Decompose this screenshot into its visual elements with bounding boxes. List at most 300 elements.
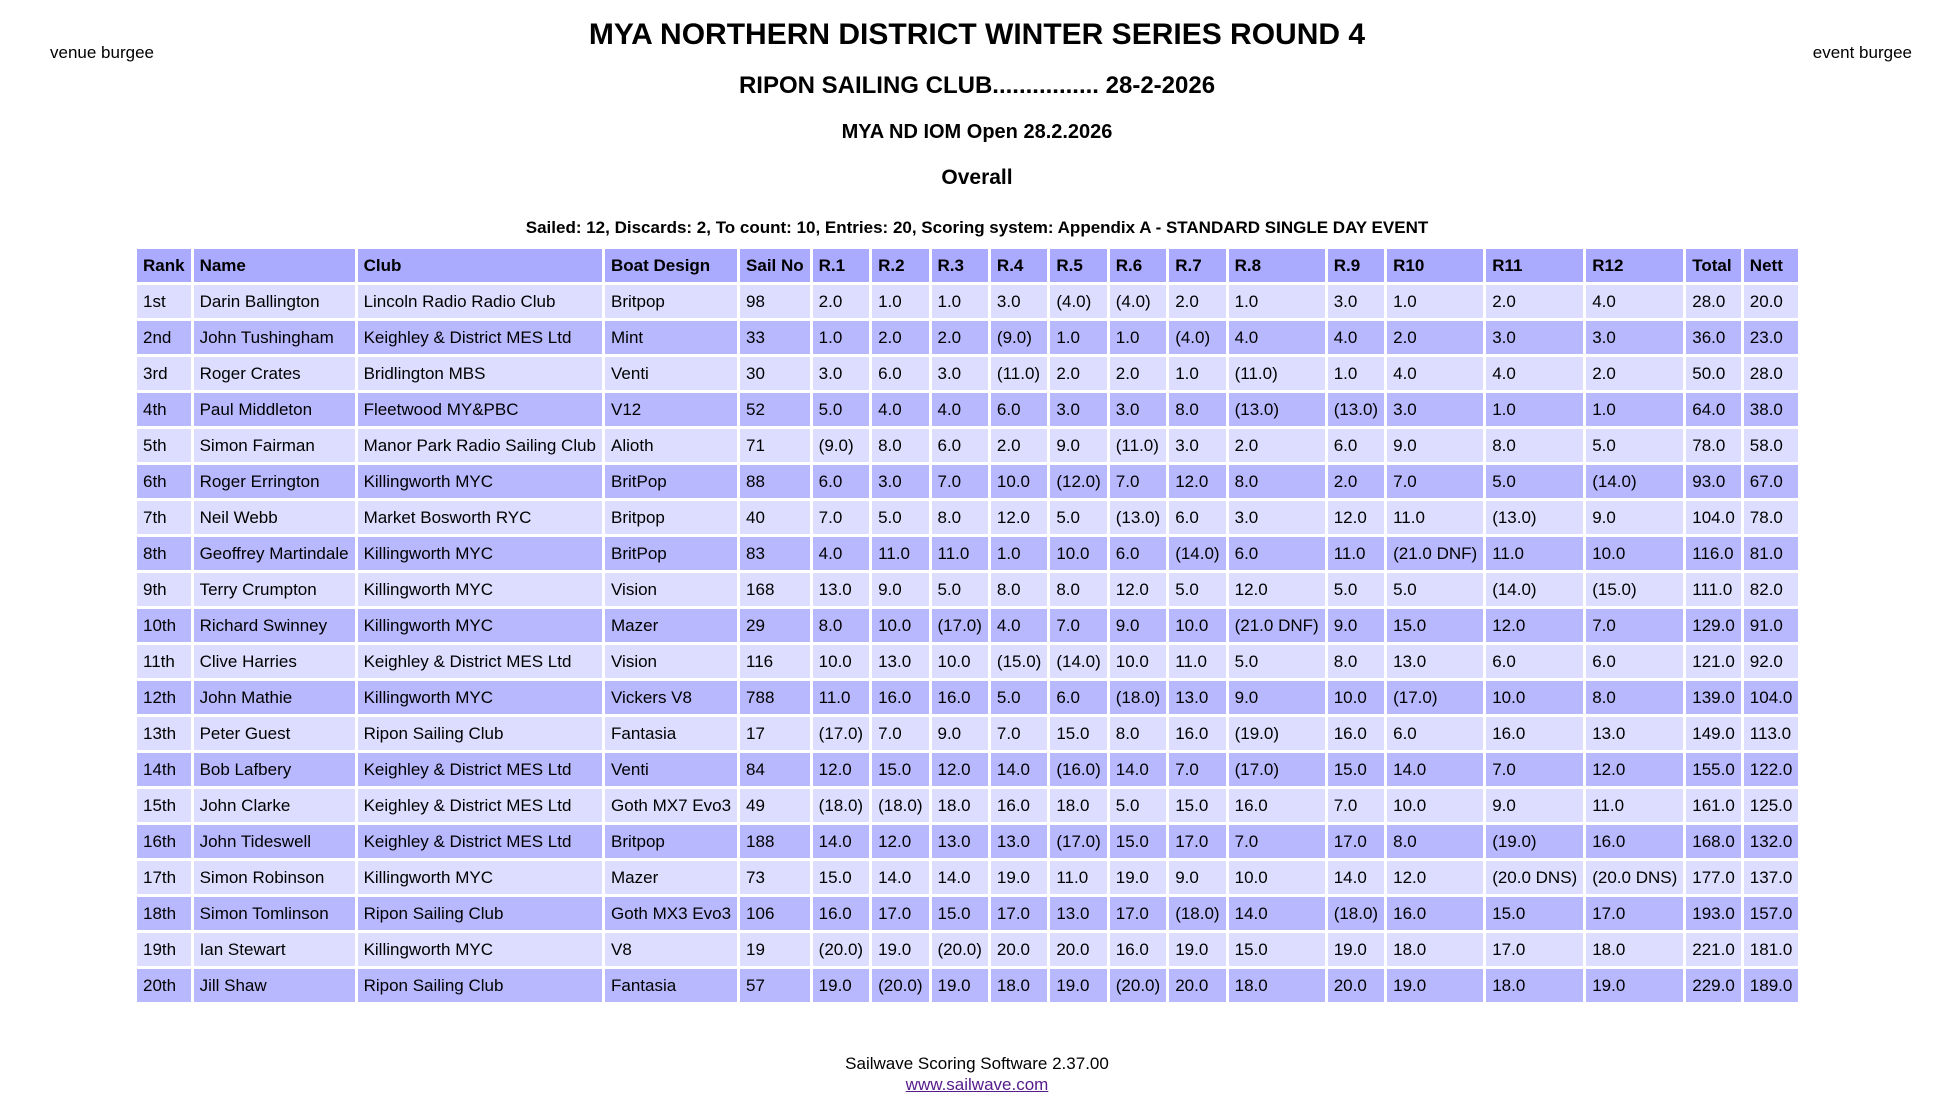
table-cell: 82.0 [1744, 573, 1799, 606]
table-cell: 2.0 [1229, 429, 1325, 462]
table-cell: Vickers V8 [605, 681, 737, 714]
table-cell: 71 [740, 429, 810, 462]
table-cell: 7.0 [872, 717, 928, 750]
table-cell: 78.0 [1744, 501, 1799, 534]
table-cell: 17th [137, 861, 191, 894]
table-cell: Clive Harries [194, 645, 355, 678]
table-row [137, 897, 1798, 930]
table-cell: (11.0) [1229, 357, 1325, 390]
table-cell: 18.0 [932, 789, 988, 822]
table-cell: Vision [605, 573, 737, 606]
table-cell: 73 [740, 861, 810, 894]
table-cell: 58.0 [1744, 429, 1799, 462]
table-cell: 181.0 [1744, 933, 1799, 966]
table-cell: Manor Park Radio Sailing Club [358, 429, 602, 462]
column-header: Sail No [740, 249, 810, 282]
table-cell: 6.0 [872, 357, 928, 390]
table-cell: 8.0 [1328, 645, 1384, 678]
table-cell: 20.0 [1744, 285, 1799, 318]
table-cell: 18th [137, 897, 191, 930]
table-row [137, 429, 1798, 462]
table-cell: (21.0 DNF) [1229, 609, 1325, 642]
table-row [137, 501, 1798, 534]
table-cell: 5.0 [813, 393, 869, 426]
table-cell: 3.0 [932, 357, 988, 390]
table-cell: Fantasia [605, 717, 737, 750]
table-cell: (12.0) [1050, 465, 1106, 498]
table-cell: 2.0 [1328, 465, 1384, 498]
table-cell: 7.0 [991, 717, 1047, 750]
table-cell: 5.0 [1169, 573, 1225, 606]
table-cell: 7.0 [1050, 609, 1106, 642]
table-cell: (20.0 DNS) [1586, 861, 1683, 894]
table-cell: 13.0 [872, 645, 928, 678]
table-cell: Market Bosworth RYC [358, 501, 602, 534]
table-cell: 3.0 [1050, 393, 1106, 426]
table-cell: 11.0 [1486, 537, 1583, 570]
table-cell: (21.0 DNF) [1387, 537, 1483, 570]
table-cell: (11.0) [991, 357, 1047, 390]
table-row [137, 717, 1798, 750]
table-cell: 13.0 [1169, 681, 1225, 714]
table-cell: V8 [605, 933, 737, 966]
column-header: R12 [1586, 249, 1683, 282]
table-cell: 13th [137, 717, 191, 750]
table-cell: 104.0 [1686, 501, 1741, 534]
table-cell: 67.0 [1744, 465, 1799, 498]
table-cell: 9.0 [1586, 501, 1683, 534]
table-cell: Britpop [605, 501, 737, 534]
table-cell: (14.0) [1486, 573, 1583, 606]
table-cell: 2nd [137, 321, 191, 354]
table-cell: 15.0 [1229, 933, 1325, 966]
table-cell: 8.0 [813, 609, 869, 642]
table-cell: 3.0 [1486, 321, 1583, 354]
table-cell: 9.0 [872, 573, 928, 606]
table-cell: 14.0 [932, 861, 988, 894]
table-cell: (18.0) [1169, 897, 1225, 930]
table-cell: 19.0 [1387, 969, 1483, 1002]
table-cell: 19.0 [1586, 969, 1683, 1002]
table-cell: 15.0 [1050, 717, 1106, 750]
table-cell: 12.0 [1229, 573, 1325, 606]
table-cell: 7.0 [1586, 609, 1683, 642]
table-cell: 11.0 [932, 537, 988, 570]
table-cell: 1.0 [1387, 285, 1483, 318]
table-cell: 57 [740, 969, 810, 1002]
table-cell: 18.0 [1229, 969, 1325, 1002]
table-cell: Simon Fairman [194, 429, 355, 462]
table-cell: 17.0 [1586, 897, 1683, 930]
table-cell: 6.0 [1050, 681, 1106, 714]
table-cell: 11.0 [813, 681, 869, 714]
table-row [137, 933, 1798, 966]
table-cell: Alioth [605, 429, 737, 462]
column-header: Club [358, 249, 602, 282]
table-cell: 11th [137, 645, 191, 678]
table-cell: 20.0 [1328, 969, 1384, 1002]
table-cell: (9.0) [813, 429, 869, 462]
table-cell: 19.0 [991, 861, 1047, 894]
table-cell: V12 [605, 393, 737, 426]
table-cell: 104.0 [1744, 681, 1799, 714]
venue-burgee: venue burgee [50, 43, 154, 62]
table-cell: 15th [137, 789, 191, 822]
table-cell: 193.0 [1686, 897, 1741, 930]
table-cell: 19.0 [872, 933, 928, 966]
table-cell: 10.0 [1586, 537, 1683, 570]
table-cell: BritPop [605, 465, 737, 498]
table-cell: 1.0 [1486, 393, 1583, 426]
table-cell: 81.0 [1744, 537, 1799, 570]
table-cell: Ian Stewart [194, 933, 355, 966]
table-cell: 3.0 [872, 465, 928, 498]
table-cell: 15.0 [1110, 825, 1166, 858]
table-cell: (17.0) [1387, 681, 1483, 714]
table-cell: (14.0) [1169, 537, 1225, 570]
sailwave-link[interactable]: www.sailwave.com [905, 1075, 1049, 1094]
table-cell: 20.0 [991, 933, 1047, 966]
table-cell: 38.0 [1744, 393, 1799, 426]
table-cell: 10.0 [872, 609, 928, 642]
table-cell: 19.0 [813, 969, 869, 1002]
table-cell: 8.0 [1169, 393, 1225, 426]
table-cell: 177.0 [1686, 861, 1741, 894]
table-cell: 7.0 [1169, 753, 1225, 786]
table-cell: 14.0 [1328, 861, 1384, 894]
table-cell: 188 [740, 825, 810, 858]
table-cell: 5.0 [1050, 501, 1106, 534]
table-cell: 3.0 [1169, 429, 1225, 462]
table-cell: 7.0 [1486, 753, 1583, 786]
section-heading: Overall [941, 166, 1013, 189]
table-cell: 137.0 [1744, 861, 1799, 894]
table-cell: 113.0 [1744, 717, 1799, 750]
table-cell: 10.0 [1486, 681, 1583, 714]
table-cell: 14.0 [1387, 753, 1483, 786]
table-cell: 11.0 [1169, 645, 1225, 678]
column-header: R.7 [1169, 249, 1225, 282]
results-body [137, 285, 1798, 1002]
table-cell: 14.0 [872, 861, 928, 894]
table-cell: 1.0 [1229, 285, 1325, 318]
table-cell: (13.0) [1486, 501, 1583, 534]
table-cell: 229.0 [1686, 969, 1741, 1002]
table-cell: John Tushingham [194, 321, 355, 354]
table-row [137, 285, 1798, 318]
table-cell: Killingworth MYC [358, 681, 602, 714]
table-cell: 3.0 [1387, 393, 1483, 426]
table-cell: (17.0) [1050, 825, 1106, 858]
table-cell: 17.0 [1110, 897, 1166, 930]
table-cell: 8.0 [1110, 717, 1166, 750]
table-cell: 64.0 [1686, 393, 1741, 426]
table-cell: 98 [740, 285, 810, 318]
table-cell: 6th [137, 465, 191, 498]
table-cell: 13.0 [813, 573, 869, 606]
table-cell: 129.0 [1686, 609, 1741, 642]
table-cell: Roger Errington [194, 465, 355, 498]
table-cell: 4th [137, 393, 191, 426]
table-cell: 5.0 [1110, 789, 1166, 822]
table-cell: 10th [137, 609, 191, 642]
table-cell: 17.0 [991, 897, 1047, 930]
table-cell: 4.0 [991, 609, 1047, 642]
table-cell: Darin Ballington [194, 285, 355, 318]
table-cell: 11.0 [1387, 501, 1483, 534]
table-cell: 16.0 [813, 897, 869, 930]
table-cell: Killingworth MYC [358, 537, 602, 570]
table-cell: 16.0 [1387, 897, 1483, 930]
column-header: R11 [1486, 249, 1583, 282]
table-cell: 2.0 [1586, 357, 1683, 390]
table-cell: (17.0) [813, 717, 869, 750]
table-cell: 19 [740, 933, 810, 966]
table-row [137, 969, 1798, 1002]
table-cell: 9.0 [1110, 609, 1166, 642]
table-cell: 10.0 [813, 645, 869, 678]
table-cell: 125.0 [1744, 789, 1799, 822]
column-header: Nett [1744, 249, 1799, 282]
table-cell: 15.0 [813, 861, 869, 894]
table-cell: 4.0 [1387, 357, 1483, 390]
table-cell: 6.0 [1169, 501, 1225, 534]
table-cell: 5.0 [991, 681, 1047, 714]
table-cell: 16.0 [1586, 825, 1683, 858]
table-cell: 12.0 [991, 501, 1047, 534]
table-cell: 132.0 [1744, 825, 1799, 858]
table-cell: Killingworth MYC [358, 861, 602, 894]
table-cell: 3.0 [1328, 285, 1384, 318]
page-title: MYA NORTHERN DISTRICT WINTER SERIES ROUND 4 [588, 18, 1366, 51]
table-cell: 7.0 [932, 465, 988, 498]
table-cell: 1.0 [1586, 393, 1683, 426]
table-cell: Mazer [605, 861, 737, 894]
table-cell: 3.0 [1229, 501, 1325, 534]
table-cell: John Tideswell [194, 825, 355, 858]
event-burgee: event burgee [1812, 43, 1912, 62]
table-cell: Britpop [605, 825, 737, 858]
table-cell: 10.0 [1328, 681, 1384, 714]
table-cell: (15.0) [1586, 573, 1683, 606]
table-cell: 116 [740, 645, 810, 678]
table-cell: 1.0 [813, 321, 869, 354]
table-cell: Vision [605, 645, 737, 678]
table-cell: 9.0 [1387, 429, 1483, 462]
table-cell: 6.0 [813, 465, 869, 498]
table-cell: 52 [740, 393, 810, 426]
table-cell: 15.0 [932, 897, 988, 930]
table-cell: 4.0 [1486, 357, 1583, 390]
table-cell: 5.0 [872, 501, 928, 534]
column-header: R.6 [1110, 249, 1166, 282]
table-cell: 155.0 [1686, 753, 1741, 786]
table-cell: 19.0 [1110, 861, 1166, 894]
table-cell: 5.0 [1486, 465, 1583, 498]
table-cell: 3.0 [991, 285, 1047, 318]
table-cell: (20.0) [1110, 969, 1166, 1002]
table-row [137, 681, 1798, 714]
table-cell: 19th [137, 933, 191, 966]
table-row [137, 393, 1798, 426]
table-cell: 10.0 [1387, 789, 1483, 822]
column-header: R.2 [872, 249, 928, 282]
table-row [137, 753, 1798, 786]
table-cell: (18.0) [813, 789, 869, 822]
table-cell: 84 [740, 753, 810, 786]
table-cell: 9th [137, 573, 191, 606]
table-cell: 8.0 [991, 573, 1047, 606]
table-cell: 10.0 [1110, 645, 1166, 678]
table-cell: 83 [740, 537, 810, 570]
column-header: R.4 [991, 249, 1047, 282]
table-cell: Richard Swinney [194, 609, 355, 642]
table-cell: 5.0 [1387, 573, 1483, 606]
table-cell: 6.0 [932, 429, 988, 462]
table-cell: (17.0) [1229, 753, 1325, 786]
table-cell: 3rd [137, 357, 191, 390]
table-cell: 19.0 [932, 969, 988, 1002]
column-header: Boat Design [605, 249, 737, 282]
table-cell: 8.0 [1229, 465, 1325, 498]
table-cell: (18.0) [1328, 897, 1384, 930]
table-cell: 106 [740, 897, 810, 930]
table-cell: 13.0 [1050, 897, 1106, 930]
table-cell: 221.0 [1686, 933, 1741, 966]
table-cell: 157.0 [1744, 897, 1799, 930]
table-cell: 7.0 [1387, 465, 1483, 498]
table-cell: (17.0) [932, 609, 988, 642]
table-cell: Fantasia [605, 969, 737, 1002]
table-cell: 16.0 [991, 789, 1047, 822]
table-cell: 2.0 [1169, 285, 1225, 318]
table-cell: 16.0 [1229, 789, 1325, 822]
table-cell: Lincoln Radio Radio Club [358, 285, 602, 318]
table-cell: Ripon Sailing Club [358, 897, 602, 930]
table-cell: (20.0) [813, 933, 869, 966]
table-cell: (19.0) [1229, 717, 1325, 750]
table-cell: (20.0 DNS) [1486, 861, 1583, 894]
table-cell: 9.0 [1328, 609, 1384, 642]
table-cell: 7.0 [1110, 465, 1166, 498]
table-cell: 1st [137, 285, 191, 318]
table-cell: 10.0 [1169, 609, 1225, 642]
table-cell: (16.0) [1050, 753, 1106, 786]
table-cell: (19.0) [1486, 825, 1583, 858]
table-cell: 16.0 [1328, 717, 1384, 750]
table-cell: 14.0 [813, 825, 869, 858]
table-cell: BritPop [605, 537, 737, 570]
table-cell: 12.0 [1387, 861, 1483, 894]
table-cell: 10.0 [932, 645, 988, 678]
table-cell: Goth MX7 Evo3 [605, 789, 737, 822]
table-cell: 6.0 [1110, 537, 1166, 570]
table-cell: 8.0 [1586, 681, 1683, 714]
table-cell: 10.0 [991, 465, 1047, 498]
table-cell: 23.0 [1744, 321, 1799, 354]
table-row [137, 573, 1798, 606]
table-cell: Terry Crumpton [194, 573, 355, 606]
table-cell: 15.0 [1328, 753, 1384, 786]
table-cell: (11.0) [1110, 429, 1166, 462]
table-cell: 5.0 [1328, 573, 1384, 606]
table-cell: 1.0 [991, 537, 1047, 570]
table-cell: 12.0 [1328, 501, 1384, 534]
table-cell: 18.0 [991, 969, 1047, 1002]
table-cell: 36.0 [1686, 321, 1741, 354]
table-cell: 7.0 [1328, 789, 1384, 822]
table-cell: 20.0 [1169, 969, 1225, 1002]
table-cell: Killingworth MYC [358, 609, 602, 642]
table-cell: (4.0) [1050, 285, 1106, 318]
table-cell: Killingworth MYC [358, 933, 602, 966]
table-cell: 20th [137, 969, 191, 1002]
table-cell: 12.0 [1110, 573, 1166, 606]
table-cell: 88 [740, 465, 810, 498]
table-cell: 15.0 [1387, 609, 1483, 642]
table-cell: 6.0 [1328, 429, 1384, 462]
table-cell: 92.0 [1744, 645, 1799, 678]
table-cell: Geoffrey Martindale [194, 537, 355, 570]
table-row [137, 321, 1798, 354]
table-cell: Keighley & District MES Ltd [358, 753, 602, 786]
table-cell: 18.0 [1050, 789, 1106, 822]
table-cell: 15.0 [872, 753, 928, 786]
table-cell: 4.0 [1229, 321, 1325, 354]
table-cell: Killingworth MYC [358, 573, 602, 606]
table-cell: Ripon Sailing Club [358, 969, 602, 1002]
table-cell: 8.0 [932, 501, 988, 534]
table-cell: 5.0 [1229, 645, 1325, 678]
table-cell: 8.0 [1050, 573, 1106, 606]
table-cell: Britpop [605, 285, 737, 318]
table-cell: Mint [605, 321, 737, 354]
table-cell: 7th [137, 501, 191, 534]
column-header: R.8 [1229, 249, 1325, 282]
table-cell: 4.0 [1328, 321, 1384, 354]
table-cell: 28.0 [1686, 285, 1741, 318]
table-cell: John Clarke [194, 789, 355, 822]
results-header-row [137, 249, 1798, 282]
table-cell: 12.0 [1169, 465, 1225, 498]
table-cell: Venti [605, 753, 737, 786]
table-row [137, 537, 1798, 570]
table-cell: 4.0 [932, 393, 988, 426]
table-cell: 19.0 [1169, 933, 1225, 966]
table-cell: 28.0 [1744, 357, 1799, 390]
results-table [134, 246, 1801, 1005]
table-cell: 7.0 [813, 501, 869, 534]
table-cell: 9.0 [1169, 861, 1225, 894]
table-cell: 2.0 [872, 321, 928, 354]
table-cell: 6.0 [1229, 537, 1325, 570]
table-cell: 5.0 [1586, 429, 1683, 462]
table-cell: 15.0 [1486, 897, 1583, 930]
table-cell: Keighley & District MES Ltd [358, 645, 602, 678]
table-cell: Ripon Sailing Club [358, 717, 602, 750]
table-cell: Roger Crates [194, 357, 355, 390]
table-cell: 161.0 [1686, 789, 1741, 822]
table-cell: 6.0 [991, 393, 1047, 426]
table-cell: 11.0 [1328, 537, 1384, 570]
table-cell: 12.0 [872, 825, 928, 858]
table-cell: 16.0 [932, 681, 988, 714]
table-cell: 8.0 [1486, 429, 1583, 462]
table-cell: Fleetwood MY&PBC [358, 393, 602, 426]
table-cell: 2.0 [932, 321, 988, 354]
table-cell: 6.0 [1486, 645, 1583, 678]
table-cell: 116.0 [1686, 537, 1741, 570]
